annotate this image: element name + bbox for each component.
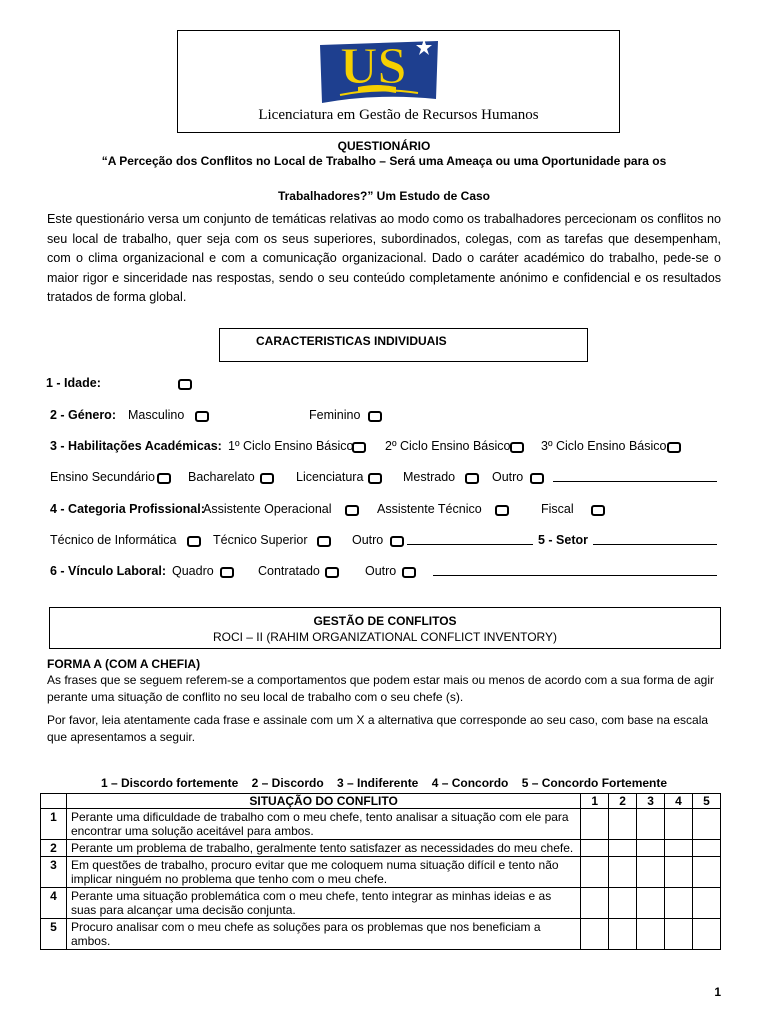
bachelor-checkbox[interactable] <box>260 473 274 484</box>
field-education-row <box>0 439 768 459</box>
bachelor-label: Bacharelato <box>188 470 255 484</box>
tec-sup-label: Técnico Superior <box>213 533 308 547</box>
answer-cell-1[interactable] <box>581 809 609 840</box>
cycle3-label: 3º Ciclo Ensino Básico <box>541 439 667 453</box>
answer-cell-5[interactable] <box>692 809 720 840</box>
other-category-input[interactable] <box>407 533 533 545</box>
tec-info-checkbox[interactable] <box>187 536 201 547</box>
other-education-label: Outro <box>492 470 524 484</box>
master-label: Mestrado <box>403 470 456 484</box>
answer-cell-5[interactable] <box>692 857 720 888</box>
male-label: Masculino <box>128 408 185 422</box>
table-header-row <box>41 794 721 809</box>
row-number: 5 <box>41 919 67 950</box>
cycle2-label: 2º Ciclo Ensino Básico <box>385 439 511 453</box>
answer-cell-2[interactable] <box>609 888 637 919</box>
master-checkbox[interactable] <box>465 473 479 484</box>
row-number: 1 <box>41 809 67 840</box>
field-age-row <box>0 376 768 396</box>
intro-paragraph: Este questionário versa um conjunto de temáticas relativas ao modo como os trabalhadores percecionam os conflitos no seu local de trabalho, quer seja com os seus superiores, subordinados, colegas, com as tarefas que desempenham, com o clima organizacional e com a comunicação organizacional. Dado o caráter académico do trabalho, pede-se o maior rigor e sinceridade nas respostas, sendo o seu conteúdo completamente anónimo e confidencial e os resultados tratados de forma global. <box>47 212 721 304</box>
study-title-line1: “A Perceção dos Conflitos no Local de Trabalho – Será uma Ameaça ou uma Oportunidade para os <box>101 154 667 168</box>
cycle1-label: 1º Ciclo Ensino Básico <box>228 439 354 453</box>
row-text: Perante um problema de trabalho, geralmente tento satisfazer as necessidades do meu chefe. <box>66 840 580 857</box>
answer-cell-3[interactable] <box>637 857 665 888</box>
study-title-line2: Trabalhadores?” Um Estudo de Caso <box>277 189 491 203</box>
section-conflict-subtitle: ROCI – II (RAHIM ORGANIZATIONAL CONFLICT INVENTORY) <box>212 630 558 644</box>
other-category-checkbox[interactable] <box>390 536 404 547</box>
answer-cell-1[interactable] <box>581 857 609 888</box>
female-label: Feminino <box>309 408 361 422</box>
table-row <box>41 888 721 919</box>
other-contract-input[interactable] <box>433 564 717 576</box>
answer-cell-3[interactable] <box>637 919 665 950</box>
cycle2-checkbox[interactable] <box>510 442 524 453</box>
cycle1-checkbox[interactable] <box>352 442 366 453</box>
answer-cell-4[interactable] <box>665 888 693 919</box>
assist-tec-label: Assistente Técnico <box>377 502 482 516</box>
answer-cell-3[interactable] <box>637 840 665 857</box>
contract-label: 6 - Vínculo Laboral: <box>50 564 166 578</box>
other-contract-label: Outro <box>365 564 397 578</box>
page-number: 1 <box>714 985 721 999</box>
row-number: 3 <box>41 857 67 888</box>
row-number: 2 <box>41 840 67 857</box>
sector-label: 5 - Setor <box>538 533 589 547</box>
other-education-checkbox[interactable] <box>530 473 544 484</box>
answer-cell-4[interactable] <box>665 809 693 840</box>
table-row <box>41 857 721 888</box>
table-row <box>41 809 721 840</box>
degree-label: Licenciatura <box>296 470 364 484</box>
answer-cell-2[interactable] <box>609 857 637 888</box>
quadro-label: Quadro <box>172 564 214 578</box>
answer-cell-1[interactable] <box>581 919 609 950</box>
answer-cell-4[interactable] <box>665 919 693 950</box>
fiscal-label: Fiscal <box>541 502 574 516</box>
row-number: 4 <box>41 888 67 919</box>
answer-cell-1[interactable] <box>581 840 609 857</box>
category-label: 4 - Categoria Profissional: <box>50 502 205 516</box>
scale-legend: 1 – Discordo fortemente 2 – Discordo 3 – Indiferente 4 – Concordo 5 – Concordo Fortemente <box>100 776 668 790</box>
assist-tec-checkbox[interactable] <box>495 505 509 516</box>
tec-info-label: Técnico de Informática <box>50 533 177 547</box>
section-individual-title: CARACTERISTICAS INDIVIDUAIS <box>256 334 447 348</box>
age-input[interactable] <box>178 379 192 390</box>
answer-cell-5[interactable] <box>692 919 720 950</box>
answer-cell-2[interactable] <box>609 840 637 857</box>
conflict-table <box>40 793 721 950</box>
answer-cell-2[interactable] <box>609 809 637 840</box>
secondary-checkbox[interactable] <box>157 473 171 484</box>
answer-cell-2[interactable] <box>609 919 637 950</box>
female-checkbox[interactable] <box>368 411 382 422</box>
questionnaire-heading: QUESTIONÁRIO <box>337 139 431 153</box>
quadro-checkbox[interactable] <box>220 567 234 578</box>
program-title: Licenciatura em Gestão de Recursos Humanos <box>258 107 539 123</box>
cycle3-checkbox[interactable] <box>667 442 681 453</box>
assist-op-checkbox[interactable] <box>345 505 359 516</box>
age-label: 1 - Idade: <box>46 376 101 390</box>
other-education-input[interactable] <box>553 470 717 482</box>
section-individual-box <box>219 328 588 362</box>
field-contract-row <box>0 564 768 584</box>
answer-cell-5[interactable] <box>692 888 720 919</box>
education-label: 3 - Habilitações Académicas: <box>50 439 222 453</box>
sector-input[interactable] <box>593 533 717 545</box>
assist-op-label: Assistente Operacional <box>203 502 332 516</box>
header-col-2: 2 <box>609 794 637 809</box>
row-text: Perante uma dificuldade de trabalho com o meu chefe, tento analisar a situação com ele para encontrar uma solução aceitável para ambos. <box>66 809 580 840</box>
answer-cell-5[interactable] <box>692 840 720 857</box>
answer-cell-4[interactable] <box>665 857 693 888</box>
fiscal-checkbox[interactable] <box>591 505 605 516</box>
male-checkbox[interactable] <box>195 411 209 422</box>
forma-heading: FORMA A (COM A CHEFIA) <box>47 657 201 671</box>
secondary-label: Ensino Secundário <box>50 470 155 484</box>
degree-checkbox[interactable] <box>368 473 382 484</box>
header-col-1: 1 <box>581 794 609 809</box>
tec-sup-checkbox[interactable] <box>317 536 331 547</box>
table-row <box>41 919 721 950</box>
header-situation: SITUAÇÃO DO CONFLITO <box>66 794 580 809</box>
svg-text:US: US <box>340 38 407 95</box>
header-col-5: 5 <box>692 794 720 809</box>
forma-paragraph-1: As frases que se seguem referem-se a comportamentos que podem estar mais ou menos de acordo com a sua forma de agir perante uma situação de conflito no seu local de trabalho com o seu chefe (s). <box>47 673 714 704</box>
other-category-label: Outro <box>352 533 384 547</box>
contratado-checkbox[interactable] <box>325 567 339 578</box>
university-logo <box>318 35 440 107</box>
gender-label: 2 - Género: <box>50 408 116 422</box>
section-conflict-title: GESTÃO DE CONFLITOS <box>313 614 457 628</box>
field-education-row2 <box>0 470 768 490</box>
answer-cell-1[interactable] <box>581 888 609 919</box>
other-contract-checkbox[interactable] <box>402 567 416 578</box>
field-category-row2 <box>0 533 768 553</box>
header-number-cell <box>41 794 67 809</box>
table-row <box>41 840 721 857</box>
answer-cell-4[interactable] <box>665 840 693 857</box>
header-box <box>177 30 620 133</box>
answer-cell-3[interactable] <box>637 888 665 919</box>
header-col-3: 3 <box>637 794 665 809</box>
field-gender-row <box>0 408 768 428</box>
row-text: Procuro analisar com o meu chefe as soluções para os problemas que nos beneficiam a ambos. <box>66 919 580 950</box>
forma-paragraph-2: Por favor, leia atentamente cada frase e assinale com um X a alternativa que corresponde ao seu caso, com base na escala que apresentamos a seguir. <box>47 713 709 744</box>
answer-cell-3[interactable] <box>637 809 665 840</box>
header-col-4: 4 <box>665 794 693 809</box>
field-category-row <box>0 502 768 522</box>
section-conflict-box <box>49 607 721 649</box>
row-text: Em questões de trabalho, procuro evitar que me coloquem numa situação difícil e tento não implicar ninguém no problema que tenho com o meu chefe. <box>66 857 580 888</box>
contratado-label: Contratado <box>258 564 320 578</box>
row-text: Perante uma situação problemática com o meu chefe, tento integrar as minhas ideias e as suas para alcançar uma decisão conjunta. <box>66 888 580 919</box>
